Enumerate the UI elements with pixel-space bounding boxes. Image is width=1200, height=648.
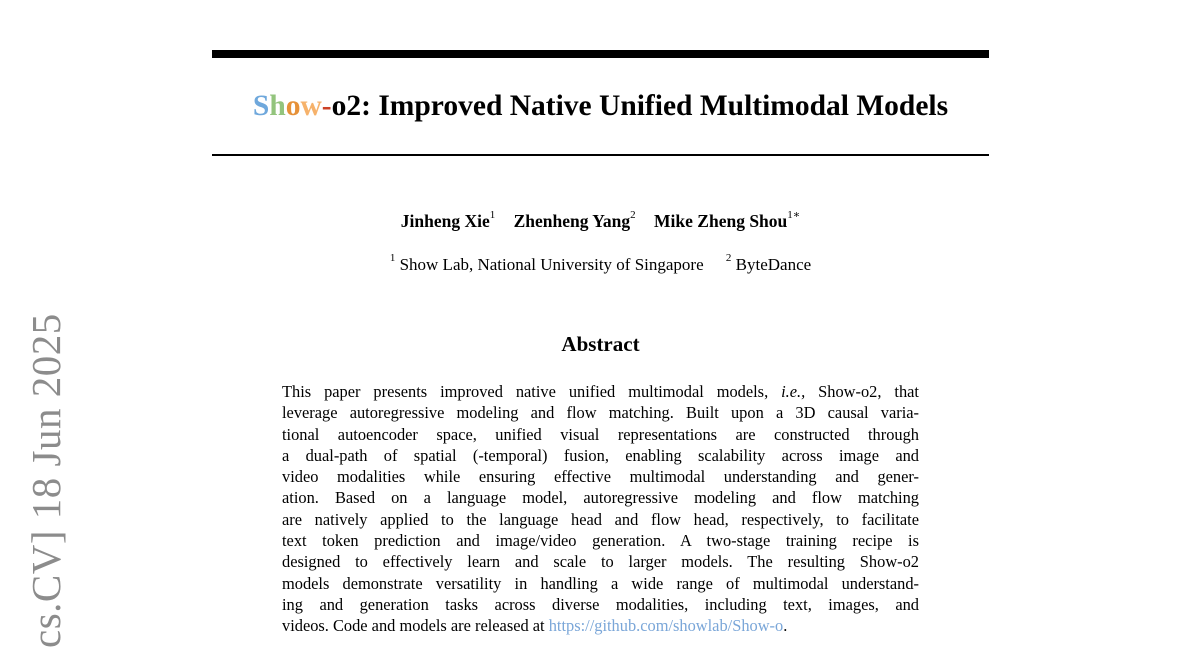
affiliation-name: ByteDance	[735, 255, 812, 274]
code-repository-link[interactable]: https://github.com/showlab/Show-o	[548, 616, 784, 636]
abstract-line: are natively applied to the language head and flow head, respectively, to facilitate	[282, 509, 919, 529]
affiliation-mark: 1	[389, 252, 396, 265]
abstract-line: ing and generation tasks across diverse modalities, including text, images, and	[282, 594, 919, 614]
title-top-rule	[212, 50, 989, 58]
author	[654, 209, 800, 233]
abstract-heading: Abstract	[561, 332, 640, 356]
title-logo-letter: w	[300, 90, 322, 122]
abstract-line: ation. Based on a language model, autoregressive modeling and flow matching	[282, 488, 919, 508]
abstract-italic-ie: i.e.,	[781, 382, 806, 401]
author	[514, 209, 636, 233]
affiliation	[726, 253, 811, 277]
author-name: Mike Zheng Shou	[654, 211, 788, 231]
abstract-line: This paper presents improved native unified multimodal models, i.e., Show-o2, that	[282, 382, 919, 401]
arxiv-side-stamp: cs.CV] 18 Jun 2025	[23, 313, 69, 648]
title-bottom-rule	[212, 154, 989, 156]
abstract-line: designed to effectively learn and scale to larger models. The resulting Show-o2	[282, 552, 919, 572]
abstract-body	[282, 381, 919, 637]
title-logo-letter: -	[321, 90, 332, 122]
author-name: Jinheng Xie	[400, 211, 490, 231]
abstract-line: models demonstrate versatility in handling a wide range of multimodal understand-	[282, 573, 919, 593]
author-affiliation-mark: 1∗	[787, 209, 801, 222]
abstract-line: leverage autoregressive modeling and flow matching. Built upon a 3D causal varia-	[282, 403, 919, 423]
title-logo-letter: S	[252, 90, 270, 122]
author-name: Zhenheng Yang	[513, 211, 631, 231]
affiliation-mark: 2	[725, 252, 732, 265]
affiliation-list	[212, 253, 989, 277]
author-list	[212, 209, 989, 233]
title-logo	[253, 90, 332, 122]
author-affiliation-mark: 1	[489, 209, 496, 222]
paper-title	[212, 86, 989, 126]
affiliation-name: Show Lab, National University of Singapore	[399, 255, 704, 274]
abstract-line: video modalities while ensuring effective multimodal understanding and gener-	[282, 467, 919, 487]
author-affiliation-mark: 2	[630, 209, 636, 222]
abstract-line: tional autoencoder space, unified visual representations are constructed through	[282, 424, 919, 444]
abstract-line: a dual-path of spatial (-temporal) fusion, enabling scalability across image and	[282, 445, 919, 465]
abstract-line: text token prediction and image/video generation. A two-stage training recipe is	[282, 531, 919, 551]
affiliation	[390, 253, 704, 277]
author	[401, 209, 495, 233]
title-text: o2: Improved Native Unified Multimodal Models	[331, 90, 949, 122]
abstract-line: videos. Code and models are released at https://github.com/showlab/Show-o.	[282, 616, 788, 636]
title-logo-letter: o	[285, 90, 301, 122]
title-logo-letter: h	[269, 90, 286, 122]
